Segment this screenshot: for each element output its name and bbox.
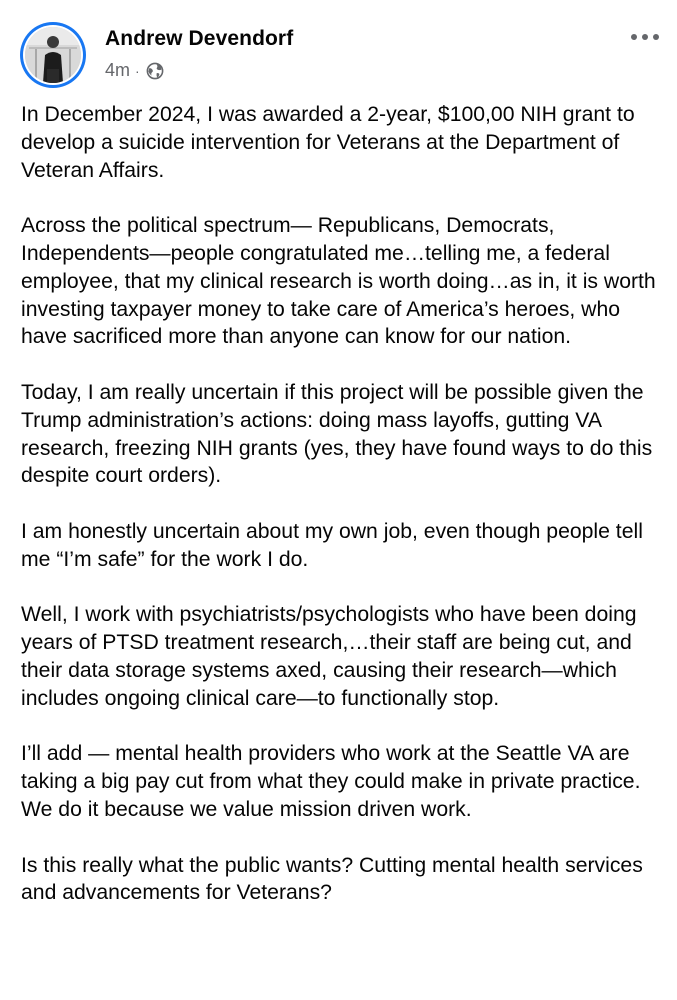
globe-icon[interactable] xyxy=(146,62,164,80)
post-options-button[interactable] xyxy=(628,26,662,48)
meta-separator: · xyxy=(135,62,140,79)
post-paragraph: I’ll add — mental health providers who work at the Seattle VA are taking a big pay cut from what they could make in private practice. We do it because we value mission driven work. xyxy=(21,742,641,821)
post-paragraph: Well, I work with psychiatrists/psychologists who have been doing years of PTSD treatment research,…their staff are being cut, and their data storage systems axed, causing their research—which includes ongoing clinical care—to functionally stop. xyxy=(21,603,637,710)
post-body xyxy=(21,101,661,935)
post-paragraph: Today, I am really uncertain if this project will be possible given the Trump administration’s actions: doing mass layoffs, gutting VA research, freezing NIH grants (yes, they have found ways to do this despite court orders). xyxy=(21,380,653,488)
post-paragraph: Across the political spectrum— Republicans, Democrats, Independents—people congratulated me…telling me, a federal employee, that my clinical research is worth doing…as in, it is worth investing taxpayer money to take care of America’s heroes, who have sacrificed more than anyone can know for our nation. xyxy=(21,214,656,349)
more-dots-icon xyxy=(630,33,660,41)
post-paragraph: In December 2024, I was awarded a 2-year, $100,00 NIH grant to develop a suicide intervention for Veterans at the Department of Veteran Affairs. xyxy=(21,103,635,182)
person-photo-icon xyxy=(25,27,81,83)
avatar[interactable] xyxy=(20,22,86,88)
post-paragraph: Is this really what the public wants? Cutting mental health services and advancements for Veterans? xyxy=(21,853,643,905)
avatar-photo xyxy=(25,27,81,83)
post-paragraph: I am honestly uncertain about my own job, even though people tell me “I’m safe” for the work I do. xyxy=(21,519,643,571)
post-header xyxy=(20,22,660,90)
author-name[interactable]: Andrew Devendorf xyxy=(105,27,294,50)
post-timestamp[interactable]: 4m xyxy=(105,60,131,80)
post-meta xyxy=(105,60,164,81)
